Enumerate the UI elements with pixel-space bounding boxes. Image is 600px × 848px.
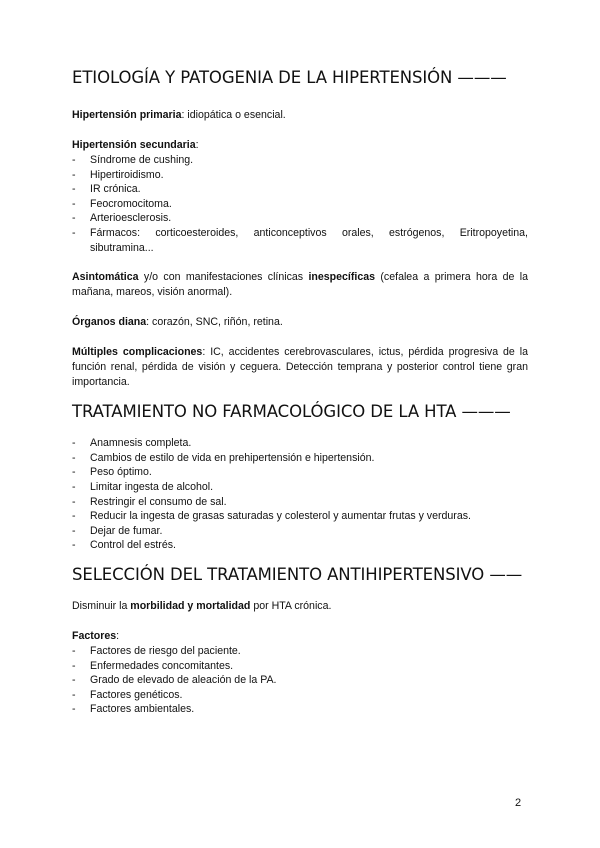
list-item: - Factores genéticos. <box>72 688 528 703</box>
primaria-text: : idiopática o esencial. <box>181 109 286 121</box>
list-item: - Factores ambientales. <box>72 702 528 717</box>
asintomatica-label: Asintomática <box>72 271 139 284</box>
list-item: - Cambios de estilo de vida en prehipertensión e hipertensión. <box>72 451 528 466</box>
list-item: - Feocromocitoma. <box>72 197 528 212</box>
paragraph-asintomatica <box>72 270 528 300</box>
list-item: - Fármacos: corticoesteroides, anticonceptivos orales, estrógenos, Eritropoyetina, sibutramina... <box>72 226 528 255</box>
paragraph-primaria <box>72 108 528 123</box>
paragraph-multiples <box>72 345 528 390</box>
paragraph-factores <box>72 629 528 644</box>
list-item: - Síndrome de cushing. <box>72 153 528 168</box>
paragraph-organos <box>72 315 528 330</box>
inespecificas-label: inespecíficas <box>308 271 376 284</box>
multiples-label: Múltiples complicaciones <box>72 346 203 359</box>
list-item: - Peso óptimo. <box>72 465 528 480</box>
list-item: - Control del estrés. <box>72 538 528 553</box>
section-title-seleccion: SELECCIÓN DEL TRATAMIENTO ANTIHIPERTENSIVO —— <box>72 564 523 584</box>
paragraph-disminuir <box>72 599 528 614</box>
primaria-label: Hipertensión primaria <box>72 109 182 121</box>
section-title-etiologia: ETIOLOGÍA Y PATOGENIA DE LA HIPERTENSIÓN ——— <box>72 68 507 87</box>
morbilidad-label: morbilidad y mortalidad <box>130 599 251 612</box>
page-number: 2 <box>515 797 522 809</box>
list-item: - Arterioesclerosis. <box>72 211 528 226</box>
secundaria-list <box>72 153 528 255</box>
list-item: - Factores de riesgo del paciente. <box>72 644 528 659</box>
list-item: - Limitar ingesta de alcohol. <box>72 480 528 495</box>
organos-text: : corazón, SNC, riñón, retina. <box>146 316 283 329</box>
no-farmacologico-list <box>72 436 528 553</box>
secundaria-colon: : <box>195 139 199 151</box>
factores-list <box>72 644 528 717</box>
list-item: - Dejar de fumar. <box>72 524 528 539</box>
disminuir-pre: Disminuir la <box>72 599 131 612</box>
factores-colon: : <box>116 629 120 642</box>
list-item: - Grado de elevado de aleación de la PA. <box>72 673 528 688</box>
factores-label: Factores <box>72 629 117 642</box>
asintomatica-mid: y/o con manifestaciones clínicas <box>138 271 309 284</box>
paragraph-secundaria <box>72 138 528 153</box>
list-item: - Restringir el consumo de sal. <box>72 495 528 510</box>
asintomatica-rest: (cefalea a primera hora de la mañana, mareos, visión anormal). <box>72 271 528 299</box>
page-content <box>72 66 528 717</box>
section-title-no-farmacologico: TRATAMIENTO NO FARMACOLÓGICO DE LA HTA ——— <box>72 402 511 422</box>
list-item: - IR crónica. <box>72 182 528 197</box>
list-item: - Reducir la ingesta de grasas saturadas y colesterol y aumentar frutas y verduras. <box>72 509 528 524</box>
organos-label: Órganos diana <box>72 316 147 329</box>
multiples-text: : IC, accidentes cerebrovasculares, ictus, pérdida progresiva de la función renal, pérdida de visión y ceguera. Detección temprana y posterior control tiene gran importancia. <box>72 346 528 389</box>
secundaria-label: Hipertensión secundaria <box>72 139 196 151</box>
disminuir-post: por HTA crónica. <box>250 599 332 612</box>
list-item: - Enfermedades concomitantes. <box>72 659 528 674</box>
list-item: - Anamnesis completa. <box>72 436 528 451</box>
list-item: - Hipertiroidismo. <box>72 168 528 183</box>
